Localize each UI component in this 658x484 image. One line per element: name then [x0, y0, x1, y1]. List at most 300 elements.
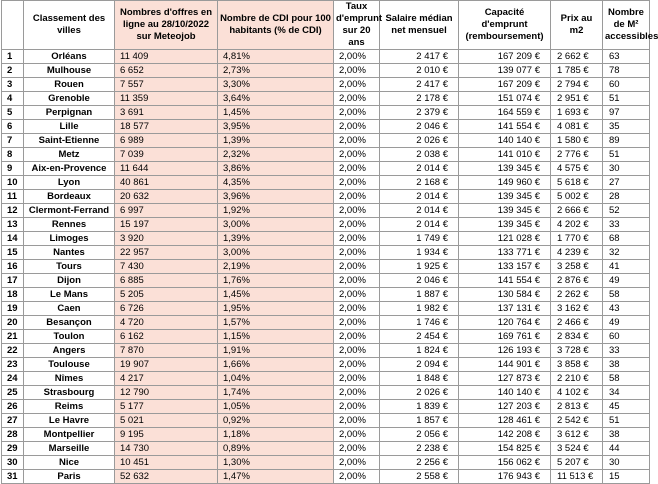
- cell-m2: 28: [603, 190, 650, 204]
- cell-rate: 2,00%: [334, 162, 380, 176]
- cell-offers: 9 195: [115, 428, 218, 442]
- cell-rate: 2,00%: [334, 64, 380, 78]
- cell-m2: 51: [603, 414, 650, 428]
- cell-m2: 63: [603, 50, 650, 64]
- cell-cdi: 1,45%: [218, 288, 334, 302]
- cell-salary: 2 038 €: [380, 148, 459, 162]
- cell-salary: 2 417 €: [380, 50, 459, 64]
- cell-cdi: 1,91%: [218, 344, 334, 358]
- cell-price: 5 002 €: [551, 190, 603, 204]
- cell-rate: 2,00%: [334, 232, 380, 246]
- table-row: [2, 106, 650, 120]
- table-row: [2, 372, 650, 386]
- cell-rate: 2,00%: [334, 274, 380, 288]
- cell-capacity: 130 584 €: [459, 288, 551, 302]
- cell-city: Limoges: [24, 232, 115, 246]
- cell-city: Marseille: [24, 442, 115, 456]
- cell-m2: 44: [603, 442, 650, 456]
- cell-m2: 35: [603, 120, 650, 134]
- cell-city: Le Mans: [24, 288, 115, 302]
- cell-price: 1 580 €: [551, 134, 603, 148]
- cell-rate: 2,00%: [334, 148, 380, 162]
- cell-cdi: 1,95%: [218, 302, 334, 316]
- cell-price: 1 785 €: [551, 64, 603, 78]
- cell-salary: 1 848 €: [380, 372, 459, 386]
- header-rate: Taux d'emprunt sur 20 ans: [334, 1, 380, 50]
- cell-salary: 1 982 €: [380, 302, 459, 316]
- cell-city: Strasbourg: [24, 386, 115, 400]
- cell-offers: 19 907: [115, 358, 218, 372]
- cell-city: Dijon: [24, 274, 115, 288]
- cell-capacity: 139 345 €: [459, 162, 551, 176]
- cell-salary: 2 454 €: [380, 330, 459, 344]
- cell-offers: 12 790: [115, 386, 218, 400]
- cell-capacity: 151 074 €: [459, 92, 551, 106]
- cell-price: 3 524 €: [551, 442, 603, 456]
- cell-salary: 2 046 €: [380, 274, 459, 288]
- cell-salary: 2 014 €: [380, 218, 459, 232]
- cell-cdi: 3,86%: [218, 162, 334, 176]
- cell-rate: 2,00%: [334, 120, 380, 134]
- cell-salary: 2 178 €: [380, 92, 459, 106]
- cell-capacity: 126 193 €: [459, 344, 551, 358]
- cell-price: 1 770 €: [551, 232, 603, 246]
- table-row: [2, 400, 650, 414]
- cell-capacity: 156 062 €: [459, 456, 551, 470]
- cell-index: 13: [2, 218, 24, 232]
- table-row: [2, 92, 650, 106]
- cell-capacity: 169 761 €: [459, 330, 551, 344]
- cell-index: 31: [2, 470, 24, 484]
- cell-m2: 58: [603, 288, 650, 302]
- cell-salary: 2 238 €: [380, 442, 459, 456]
- cell-m2: 49: [603, 274, 650, 288]
- cell-cdi: 3,00%: [218, 246, 334, 260]
- cell-index: 3: [2, 78, 24, 92]
- cell-index: 2: [2, 64, 24, 78]
- cell-offers: 11 359: [115, 92, 218, 106]
- cell-offers: 11 409: [115, 50, 218, 64]
- cell-cdi: 1,74%: [218, 386, 334, 400]
- cell-city: Metz: [24, 148, 115, 162]
- cell-capacity: 120 764 €: [459, 316, 551, 330]
- cell-offers: 40 861: [115, 176, 218, 190]
- table-row: [2, 316, 650, 330]
- cell-price: 3 612 €: [551, 428, 603, 442]
- cell-index: 18: [2, 288, 24, 302]
- cell-salary: 2 010 €: [380, 64, 459, 78]
- cell-cdi: 4,35%: [218, 176, 334, 190]
- header-index: [2, 1, 24, 50]
- cell-offers: 11 644: [115, 162, 218, 176]
- cell-price: 3 728 €: [551, 344, 603, 358]
- cell-price: 5 618 €: [551, 176, 603, 190]
- cell-price: 2 542 €: [551, 414, 603, 428]
- cell-salary: 1 887 €: [380, 288, 459, 302]
- cell-city: Caen: [24, 302, 115, 316]
- table-row: [2, 428, 650, 442]
- cell-cdi: 1,66%: [218, 358, 334, 372]
- cell-m2: 34: [603, 386, 650, 400]
- cell-price: 2 813 €: [551, 400, 603, 414]
- cell-index: 9: [2, 162, 24, 176]
- cell-price: 4 202 €: [551, 218, 603, 232]
- cell-index: 21: [2, 330, 24, 344]
- cell-offers: 6 885: [115, 274, 218, 288]
- cell-m2: 41: [603, 260, 650, 274]
- cell-index: 19: [2, 302, 24, 316]
- cell-price: 2 210 €: [551, 372, 603, 386]
- cell-city: Tours: [24, 260, 115, 274]
- cell-salary: 1 824 €: [380, 344, 459, 358]
- cell-salary: 1 857 €: [380, 414, 459, 428]
- table-row: [2, 232, 650, 246]
- cell-price: 5 207 €: [551, 456, 603, 470]
- cell-rate: 2,00%: [334, 176, 380, 190]
- cell-offers: 10 451: [115, 456, 218, 470]
- cell-city: Montpellier: [24, 428, 115, 442]
- cell-rate: 2,00%: [334, 78, 380, 92]
- cell-capacity: 164 559 €: [459, 106, 551, 120]
- cell-capacity: 140 140 €: [459, 134, 551, 148]
- cell-salary: 2 558 €: [380, 470, 459, 484]
- cell-price: 2 776 €: [551, 148, 603, 162]
- cell-salary: 2 256 €: [380, 456, 459, 470]
- cell-rate: 2,00%: [334, 470, 380, 484]
- header-m2: Nombre de M² accessibles: [603, 1, 650, 50]
- cell-rate: 2,00%: [334, 190, 380, 204]
- cell-m2: 32: [603, 246, 650, 260]
- cell-city: Rouen: [24, 78, 115, 92]
- header-salary: Salaire médian net mensuel: [380, 1, 459, 50]
- cell-cdi: 1,92%: [218, 204, 334, 218]
- cell-salary: 2 026 €: [380, 134, 459, 148]
- cell-index: 10: [2, 176, 24, 190]
- cell-salary: 1 839 €: [380, 400, 459, 414]
- cell-rate: 2,00%: [334, 330, 380, 344]
- cell-m2: 60: [603, 330, 650, 344]
- table-row: [2, 50, 650, 64]
- cell-salary: 2 026 €: [380, 386, 459, 400]
- cell-capacity: 139 345 €: [459, 204, 551, 218]
- cell-rate: 2,00%: [334, 428, 380, 442]
- cell-price: 2 876 €: [551, 274, 603, 288]
- table-row: [2, 134, 650, 148]
- cell-salary: 2 168 €: [380, 176, 459, 190]
- cell-price: 4 081 €: [551, 120, 603, 134]
- cell-offers: 3 920: [115, 232, 218, 246]
- table-row: [2, 218, 650, 232]
- cell-m2: 15: [603, 470, 650, 484]
- cell-rate: 2,00%: [334, 442, 380, 456]
- cell-index: 11: [2, 190, 24, 204]
- cell-cdi: 1,04%: [218, 372, 334, 386]
- cell-m2: 78: [603, 64, 650, 78]
- cell-cdi: 1,57%: [218, 316, 334, 330]
- cell-salary: 2 379 €: [380, 106, 459, 120]
- table-row: [2, 190, 650, 204]
- cell-m2: 51: [603, 148, 650, 162]
- cell-cdi: 1,39%: [218, 134, 334, 148]
- cell-price: 3 258 €: [551, 260, 603, 274]
- cell-index: 22: [2, 344, 24, 358]
- cell-city: Nîmes: [24, 372, 115, 386]
- cell-offers: 7 557: [115, 78, 218, 92]
- cell-cdi: 1,30%: [218, 456, 334, 470]
- cell-city: Orléans: [24, 50, 115, 64]
- cell-cdi: 3,64%: [218, 92, 334, 106]
- cell-capacity: 142 208 €: [459, 428, 551, 442]
- cell-m2: 45: [603, 400, 650, 414]
- cell-rate: 2,00%: [334, 414, 380, 428]
- cell-capacity: 127 203 €: [459, 400, 551, 414]
- cell-m2: 30: [603, 162, 650, 176]
- cell-cdi: 1,39%: [218, 232, 334, 246]
- cell-cdi: 2,19%: [218, 260, 334, 274]
- cell-index: 29: [2, 442, 24, 456]
- cell-city: Nice: [24, 456, 115, 470]
- cell-rate: 2,00%: [334, 50, 380, 64]
- cell-index: 15: [2, 246, 24, 260]
- cell-cdi: 1,76%: [218, 274, 334, 288]
- cell-city: Lyon: [24, 176, 115, 190]
- cell-index: 7: [2, 134, 24, 148]
- cell-offers: 7 430: [115, 260, 218, 274]
- table-row: [2, 302, 650, 316]
- cell-offers: 22 957: [115, 246, 218, 260]
- cell-offers: 6 997: [115, 204, 218, 218]
- cell-rate: 2,00%: [334, 400, 380, 414]
- table-row: [2, 288, 650, 302]
- cell-cdi: 4,81%: [218, 50, 334, 64]
- table-row: [2, 386, 650, 400]
- cell-price: 11 513 €: [551, 470, 603, 484]
- cell-rate: 2,00%: [334, 302, 380, 316]
- table-row: [2, 120, 650, 134]
- cell-rate: 2,00%: [334, 288, 380, 302]
- cell-cdi: 3,30%: [218, 78, 334, 92]
- cell-city: Besançon: [24, 316, 115, 330]
- cell-offers: 4 217: [115, 372, 218, 386]
- cell-price: 2 666 €: [551, 204, 603, 218]
- cell-salary: 2 056 €: [380, 428, 459, 442]
- cell-capacity: 141 554 €: [459, 274, 551, 288]
- cell-capacity: 176 943 €: [459, 470, 551, 484]
- cell-city: Lille: [24, 120, 115, 134]
- cell-offers: 6 162: [115, 330, 218, 344]
- cell-index: 28: [2, 428, 24, 442]
- cell-cdi: 1,05%: [218, 400, 334, 414]
- table-row: [2, 330, 650, 344]
- cell-index: 17: [2, 274, 24, 288]
- cell-city: Rennes: [24, 218, 115, 232]
- cell-rate: 2,00%: [334, 316, 380, 330]
- cell-capacity: 139 345 €: [459, 190, 551, 204]
- cell-salary: 2 014 €: [380, 190, 459, 204]
- cell-price: 1 693 €: [551, 106, 603, 120]
- table-row: [2, 260, 650, 274]
- header-row: [2, 1, 650, 50]
- cell-m2: 43: [603, 302, 650, 316]
- table-row: [2, 274, 650, 288]
- cell-price: 4 239 €: [551, 246, 603, 260]
- cell-salary: 2 014 €: [380, 162, 459, 176]
- cell-salary: 2 417 €: [380, 78, 459, 92]
- cell-city: Perpignan: [24, 106, 115, 120]
- cell-city: Paris: [24, 470, 115, 484]
- cell-offers: 5 021: [115, 414, 218, 428]
- cell-city: Bordeaux: [24, 190, 115, 204]
- cell-cdi: 2,73%: [218, 64, 334, 78]
- cell-index: 5: [2, 106, 24, 120]
- cell-salary: 2 046 €: [380, 120, 459, 134]
- table-row: [2, 204, 650, 218]
- cell-price: 2 834 €: [551, 330, 603, 344]
- cell-cdi: 2,32%: [218, 148, 334, 162]
- cell-cdi: 1,15%: [218, 330, 334, 344]
- cell-offers: 18 577: [115, 120, 218, 134]
- cell-index: 27: [2, 414, 24, 428]
- cell-rate: 2,00%: [334, 106, 380, 120]
- cell-m2: 97: [603, 106, 650, 120]
- header-cdi: Nombre de CDI pour 100 habitants (% de CDI): [218, 1, 334, 50]
- cell-index: 24: [2, 372, 24, 386]
- cell-price: 2 262 €: [551, 288, 603, 302]
- cell-offers: 15 197: [115, 218, 218, 232]
- cell-m2: 27: [603, 176, 650, 190]
- cell-index: 4: [2, 92, 24, 106]
- cell-offers: 6 652: [115, 64, 218, 78]
- cell-price: 2 662 €: [551, 50, 603, 64]
- cell-rate: 2,00%: [334, 344, 380, 358]
- table-row: [2, 414, 650, 428]
- table-row: [2, 442, 650, 456]
- cell-capacity: 141 554 €: [459, 120, 551, 134]
- cell-price: 3 162 €: [551, 302, 603, 316]
- cell-index: 6: [2, 120, 24, 134]
- cell-rate: 2,00%: [334, 358, 380, 372]
- cell-capacity: 167 209 €: [459, 78, 551, 92]
- cell-cdi: 0,89%: [218, 442, 334, 456]
- cell-offers: 5 177: [115, 400, 218, 414]
- cell-m2: 33: [603, 344, 650, 358]
- cell-capacity: 139 077 €: [459, 64, 551, 78]
- table-row: [2, 64, 650, 78]
- table-body: [2, 50, 650, 484]
- cell-m2: 38: [603, 358, 650, 372]
- table-row: [2, 358, 650, 372]
- cell-salary: 1 925 €: [380, 260, 459, 274]
- cell-index: 1: [2, 50, 24, 64]
- cell-m2: 49: [603, 316, 650, 330]
- cell-index: 14: [2, 232, 24, 246]
- header-offers: Nombres d'offres en ligne au 28/10/2022 sur Meteojob: [115, 1, 218, 50]
- cell-m2: 30: [603, 456, 650, 470]
- cell-offers: 4 720: [115, 316, 218, 330]
- cell-rate: 2,00%: [334, 246, 380, 260]
- cell-rate: 2,00%: [334, 372, 380, 386]
- cell-offers: 5 205: [115, 288, 218, 302]
- cell-cdi: 3,95%: [218, 120, 334, 134]
- table-row: [2, 246, 650, 260]
- cell-offers: 7 870: [115, 344, 218, 358]
- cell-offers: 6 726: [115, 302, 218, 316]
- cell-salary: 1 934 €: [380, 246, 459, 260]
- cell-capacity: 139 345 €: [459, 218, 551, 232]
- city-ranking-table: [1, 0, 658, 484]
- cell-capacity: 137 131 €: [459, 302, 551, 316]
- cell-capacity: 144 901 €: [459, 358, 551, 372]
- cell-capacity: 133 771 €: [459, 246, 551, 260]
- cell-city: Aix-en-Provence: [24, 162, 115, 176]
- cell-offers: 3 691: [115, 106, 218, 120]
- cell-capacity: 140 140 €: [459, 386, 551, 400]
- cell-offers: 20 632: [115, 190, 218, 204]
- cell-cdi: 1,47%: [218, 470, 334, 484]
- cell-capacity: 128 461 €: [459, 414, 551, 428]
- table-row: [2, 470, 650, 484]
- cell-m2: 38: [603, 428, 650, 442]
- cell-cdi: 3,00%: [218, 218, 334, 232]
- cell-offers: 6 989: [115, 134, 218, 148]
- cell-price: 2 466 €: [551, 316, 603, 330]
- table-row: [2, 456, 650, 470]
- cell-cdi: 1,18%: [218, 428, 334, 442]
- table-row: [2, 344, 650, 358]
- cell-capacity: 121 028 €: [459, 232, 551, 246]
- cell-city: Clermont-Ferrand: [24, 204, 115, 218]
- cell-city: Angers: [24, 344, 115, 358]
- cell-m2: 33: [603, 218, 650, 232]
- cell-index: 20: [2, 316, 24, 330]
- cell-city: Toulouse: [24, 358, 115, 372]
- cell-rate: 2,00%: [334, 134, 380, 148]
- cell-offers: 52 632: [115, 470, 218, 484]
- cell-city: Reims: [24, 400, 115, 414]
- cell-m2: 51: [603, 92, 650, 106]
- header-price: Prix au m2: [551, 1, 603, 50]
- cell-price: 2 951 €: [551, 92, 603, 106]
- cell-m2: 58: [603, 372, 650, 386]
- cell-index: 8: [2, 148, 24, 162]
- cell-price: 3 858 €: [551, 358, 603, 372]
- cell-city: Nantes: [24, 246, 115, 260]
- cell-rate: 2,00%: [334, 456, 380, 470]
- cell-price: 4 575 €: [551, 162, 603, 176]
- cell-index: 25: [2, 386, 24, 400]
- cell-capacity: 133 157 €: [459, 260, 551, 274]
- cell-salary: 2 094 €: [380, 358, 459, 372]
- cell-rate: 2,00%: [334, 260, 380, 274]
- cell-capacity: 127 873 €: [459, 372, 551, 386]
- cell-index: 23: [2, 358, 24, 372]
- header-capacity: Capacité d'emprunt (remboursement): [459, 1, 551, 50]
- cell-offers: 7 039: [115, 148, 218, 162]
- cell-salary: 1 749 €: [380, 232, 459, 246]
- table-row: [2, 78, 650, 92]
- cell-rate: 2,00%: [334, 218, 380, 232]
- cell-city: Grenoble: [24, 92, 115, 106]
- cell-capacity: 141 010 €: [459, 148, 551, 162]
- cell-salary: 2 014 €: [380, 204, 459, 218]
- table-row: [2, 162, 650, 176]
- cell-rate: 2,00%: [334, 204, 380, 218]
- cell-city: Le Havre: [24, 414, 115, 428]
- cell-city: Mulhouse: [24, 64, 115, 78]
- cell-city: Toulon: [24, 330, 115, 344]
- cell-index: 16: [2, 260, 24, 274]
- header-city: Classement des villes: [24, 1, 115, 50]
